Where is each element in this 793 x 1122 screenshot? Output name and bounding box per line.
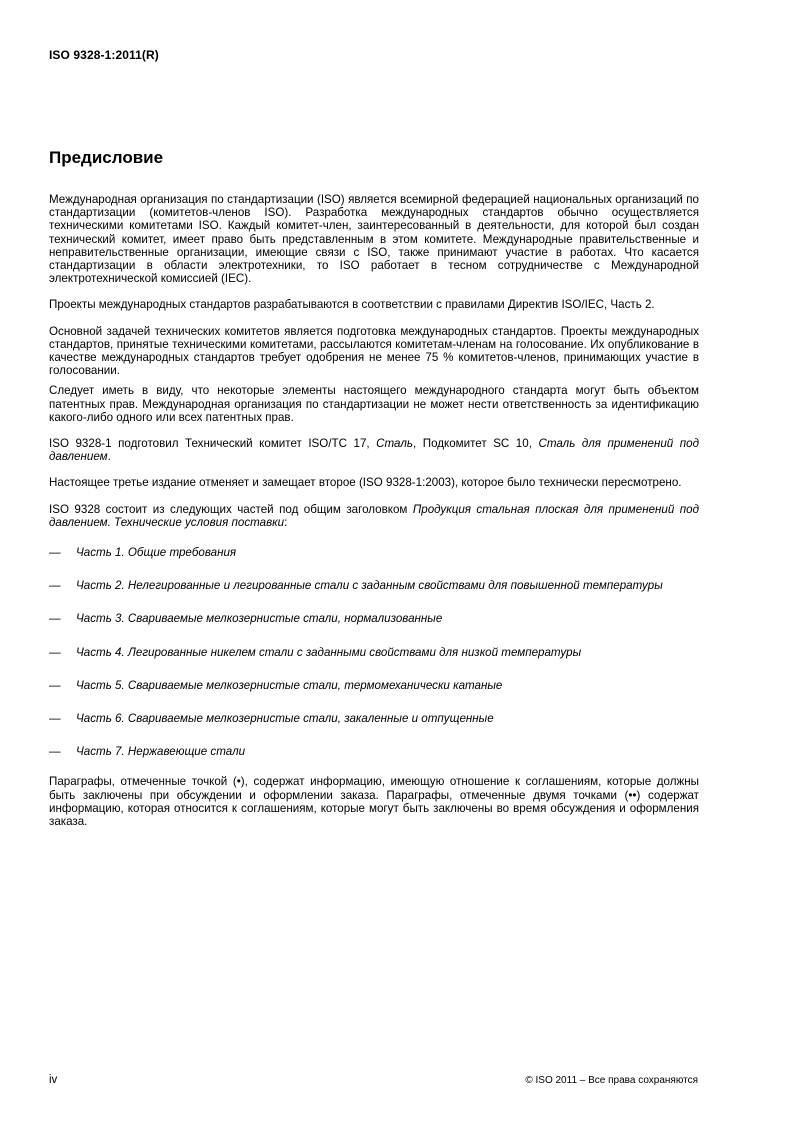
dash-marker: —	[49, 612, 61, 626]
list-item-text: Часть 1. Общие требования	[76, 546, 237, 560]
document-id-header: ISO 9328-1:2011(R)	[49, 48, 159, 62]
section-title: Предисловие	[49, 148, 164, 167]
dash-marker: —	[49, 745, 61, 759]
dash-marker: —	[49, 712, 61, 726]
paragraph-edition: Настоящее третье издание отменяет и замещает второе (ISO 9328-1:2003), которое было технически пересмотрено.	[49, 476, 682, 490]
prepared-by-italic-2: Сталь для применений под давлением	[49, 437, 700, 464]
parts-intro-text-1: ISO 9328 состоит из следующих частей под общим заголовком	[49, 502, 413, 516]
paragraph-prepared-by	[49, 437, 699, 463]
list-item	[49, 745, 699, 758]
list-item	[49, 679, 699, 692]
paragraph-committee-task: Основной задачей технических комитетов является подготовка международных стандартов. Проекты международных стандартов, принятые техническими комитетами, рассылаются комитетам-членам на голосование. Их опубликование в качестве международных стандартов требует одобрения не менее 75 % комитетов-членов, принимающих участие в голосовании.	[49, 324, 699, 378]
paragraph-iso-intro: Международная организация по стандартизации (ISO) является всемирной федерацией национальных организаций по стандартизации (комитетов-членов ISO). Разработка международных стандартов обычно осуществляется техническими комитетами ISO. Каждый комитет-член, заинтересованный в деятельности, для которой был создан технический комитет, имеет право быть представленным в этом комитете. Международные правительственные и неправительственные организации, имеющие связи с ISO, также принимают участие в работах. Что касается стандартизации в области электротехники, то ISO работает в тесном сотрудничестве с Международной электротехнической комиссией (IEC).	[49, 193, 699, 286]
parts-intro-text-2: :	[284, 515, 288, 529]
list-item-text: Часть 3. Свариваемые мелкозернистые стали, нормализованные	[76, 612, 443, 626]
list-item-text: Часть 5. Свариваемые мелкозернистые стали, термомеханически катаные	[76, 678, 503, 692]
list-item	[49, 612, 699, 625]
parts-intro-italic: Продукция стальная плоская для применений под давлением. Технические условия поставки	[49, 502, 699, 529]
list-item-text: Часть 7. Нержавеющие стали	[76, 745, 246, 759]
parts-list	[49, 546, 699, 758]
prepared-by-text-3: .	[107, 450, 111, 464]
list-item-text: Часть 6. Свариваемые мелкозернистые стали, закаленные и отпущенные	[76, 712, 494, 726]
list-item-text: Часть 4. Легированные никелем стали с заданными свойствами для низкой температуры	[76, 645, 582, 659]
list-item	[49, 546, 699, 559]
list-item	[49, 646, 699, 659]
paragraph-patent-notice: Следует иметь в виду, что некоторые элементы настоящего международного стандарта могут быть объектом патентных прав. Международная организация по стандартизации не может нести ответственность за идентификацию какого-либо одного или всех патентных прав.	[49, 384, 699, 424]
page-number: iv	[49, 1074, 58, 1086]
copyright-notice: © ISO 2011 – Все права сохраняются	[525, 1075, 698, 1086]
dash-marker: —	[49, 579, 61, 593]
paragraph-bullet-notes: Параграфы, отмеченные точкой (•), содержат информацию, имеющую отношение к соглашениям, которые должны быть заключены при обсуждении и оформлении заказа. Параграфы, отмеченные двумя точками (••) содержат информацию, которая относится к соглашениям, которые могут быть заключены во время обсуждения и оформления заказа.	[49, 775, 699, 829]
dash-marker: —	[49, 678, 61, 692]
list-item-text: Часть 2. Нелегированные и легированные стали с заданным свойствами для повышенной температуры	[76, 579, 663, 593]
prepared-by-text-2: , Подкомитет SC 10,	[413, 437, 539, 451]
list-item	[49, 712, 699, 725]
foreword-body	[49, 193, 699, 841]
dash-marker: —	[49, 546, 61, 560]
paragraph-directives: Проекты международных стандартов разрабатываются в соответствии с правилами Директив ISO/IEC, Часть 2.	[49, 298, 655, 312]
paragraph-parts-intro	[49, 503, 699, 529]
prepared-by-italic-1: Сталь	[376, 437, 413, 451]
prepared-by-text-1: ISO 9328-1 подготовил Технический комитет ISO/TC 17,	[49, 437, 377, 451]
list-item	[49, 579, 699, 592]
dash-marker: —	[49, 645, 61, 659]
